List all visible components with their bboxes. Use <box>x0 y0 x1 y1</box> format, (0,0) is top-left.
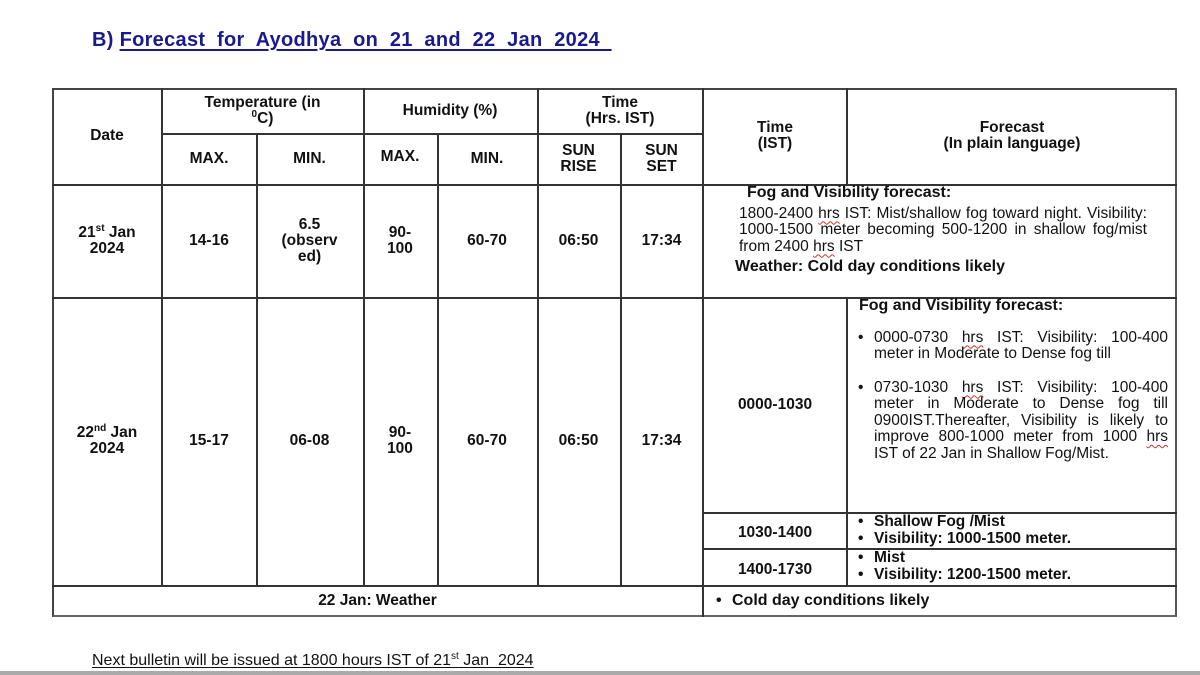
bullet-text-a: 0730-1030 <box>874 378 962 396</box>
period1-time <box>703 297 847 512</box>
header-sunrise <box>537 134 620 184</box>
header-date <box>52 88 162 184</box>
period3-forecast <box>856 549 1174 583</box>
row1-date <box>52 184 162 297</box>
period3-bullet-1: • Mist <box>856 549 1174 566</box>
row1-temp-min <box>256 184 363 297</box>
header-hum-min-label: MIN. <box>470 150 504 167</box>
row1-hum-max-line2: 100 <box>387 239 413 257</box>
header-hum-min <box>437 134 537 184</box>
row2-hum-min <box>437 297 537 585</box>
row1-sunrise-value: 06:50 <box>558 231 599 249</box>
period3-time <box>703 548 847 585</box>
header-time-ist <box>703 88 847 184</box>
row2-temp-max-value: 15-17 <box>189 432 229 449</box>
header-temperature <box>162 88 363 134</box>
row1-sunset-value: 17:34 <box>641 231 682 249</box>
title-link-text: Forecast for Ayodhya on 21 and 22 Jan 2024 <box>119 29 612 51</box>
hrs-spellcheck: hrs <box>818 204 840 222</box>
period2-bullet-2: • Visibility: 1000-1500 meter. <box>856 531 1174 548</box>
date-day: 21 <box>78 223 96 241</box>
footer-sup: st <box>451 651 459 662</box>
row2-date-year: 2024 <box>89 440 125 457</box>
row2-hum-max-line2: 100 <box>387 440 413 457</box>
header-temp-min <box>256 134 363 184</box>
header-temp-max <box>162 134 256 184</box>
row2-hum-min-value: 60-70 <box>467 432 507 449</box>
weather-row-bullet: • Cold day conditions likely <box>714 593 1154 610</box>
period2-time <box>703 512 847 548</box>
bullet-text-a: 0000-0730 <box>874 328 962 346</box>
row2-sunrise <box>537 297 620 585</box>
row1-hum-max-line1: 90- <box>388 223 412 241</box>
degree-sup: 0 <box>251 109 258 120</box>
hrs-spellcheck: hrs <box>1146 428 1168 445</box>
header-forecast-line2: (In plain language) <box>943 135 1081 152</box>
header-humidity-label: Humidity (%) <box>402 102 498 119</box>
row2-temp-min-value: 06-08 <box>289 432 330 449</box>
row1-forecast-text <box>735 206 1147 256</box>
period1-time-value: 0000-1030 <box>737 395 813 413</box>
weather-row-value <box>714 593 1154 610</box>
row2-date-line1 <box>77 425 137 441</box>
text-b: IST: Mist/shallow fog toward night. Visibility: 1000-1500 meter becoming 500-1200 in shallow fog/mist from 2400 <box>739 204 1147 255</box>
date-day: 22 <box>76 424 94 441</box>
row2-temp-max <box>162 297 256 585</box>
page-bottom-edge <box>0 671 1200 675</box>
row1-temp-max-value: 14-16 <box>189 231 229 249</box>
date-month: Jan <box>104 223 136 241</box>
header-time-line2: (Hrs. IST) <box>585 110 655 127</box>
header-time-ist-line1: Time <box>757 119 793 136</box>
period1-heading: Fog and Visibility forecast: <box>859 297 1064 314</box>
row1-hum-min-value: 60-70 <box>467 231 507 249</box>
row2-temp-min <box>256 297 363 585</box>
period2-time-value: 1030-1400 <box>737 524 813 541</box>
header-time-hrs <box>537 88 703 134</box>
header-hum-max-label: MAX. <box>380 148 420 165</box>
header-temperature-label: Temperature (in <box>204 94 321 111</box>
row2-date <box>52 297 162 585</box>
header-temperature-unit <box>252 111 274 127</box>
period1-bullet-1 <box>856 330 1168 363</box>
title-prefix: B) <box>92 29 120 51</box>
header-forecast-line1: Forecast <box>979 119 1045 136</box>
header-date-label: Date <box>90 127 124 144</box>
date-sup: nd <box>94 423 107 434</box>
weather-row-label-text: 22 Jan: Weather <box>318 592 437 609</box>
date-month: Jan <box>106 424 138 441</box>
weather-row-label <box>52 585 703 617</box>
row1-temp-min-line2: (observ <box>281 231 338 249</box>
row1-sunrise <box>537 184 620 297</box>
footer-text-b: Jan 2024 <box>458 652 534 669</box>
row1-forecast <box>735 185 1150 276</box>
hrs-spellcheck: hrs <box>813 237 835 255</box>
header-forecast <box>847 88 1177 184</box>
row1-hum-min <box>437 184 537 297</box>
row1-temp-min-line1: 6.5 <box>298 215 321 233</box>
header-sunrise-line2: RISE <box>560 158 597 175</box>
period2-bullet-1: • Shallow Fog /Mist <box>856 514 1174 531</box>
header-temp-min-label: MIN. <box>293 150 326 167</box>
header-time-line1: Time <box>602 94 638 111</box>
row2-sunrise-value: 06:50 <box>558 432 599 449</box>
row1-date-line1 <box>78 222 136 241</box>
bullet-text-b: IST: Visibility: 100-400 meter in Moderate to Dense fog till <box>874 328 1168 362</box>
bullet-text-c: IST of 22 Jan in Shallow Fog/Mist. <box>874 444 1109 462</box>
page-title <box>92 29 612 52</box>
period1-bullet-2 <box>856 380 1168 463</box>
row1-forecast-weather: Weather: Cold day conditions likely <box>735 258 1005 275</box>
row1-sunset <box>620 184 703 297</box>
header-sunrise-line1: SUN <box>562 142 595 159</box>
row2-hum-max <box>363 297 437 585</box>
row1-forecast-heading: Fog and Visibility forecast: <box>747 184 952 201</box>
row1-temp-min-line3: ed) <box>297 247 322 265</box>
period3-bullet-2: • Visibility: 1200-1500 meter. <box>856 566 1174 583</box>
text-a: 1800-2400 <box>739 204 819 222</box>
date-sup: st <box>95 222 105 234</box>
hrs-spellcheck: hrs <box>961 328 984 346</box>
period3-time-value: 1400-1730 <box>737 560 813 578</box>
row2-sunset <box>620 297 703 585</box>
header-sunset-line2: SET <box>646 158 677 175</box>
next-bulletin-note <box>92 652 534 670</box>
row1-date-year: 2024 <box>89 239 125 257</box>
unit-text: C) <box>257 110 274 127</box>
row2-sunset-value: 17:34 <box>641 432 682 449</box>
row1-temp-max <box>162 184 256 297</box>
hrs-spellcheck: hrs <box>961 378 984 396</box>
header-time-ist-line2: (IST) <box>757 135 793 152</box>
footer-text-a: Next bulletin will be issued at 1800 hours IST of 21 <box>92 652 452 669</box>
header-sunset <box>620 134 703 184</box>
text-c: IST <box>834 237 864 255</box>
row2-hum-max-line1: 90- <box>388 424 412 441</box>
header-hum-max <box>363 134 437 184</box>
period2-forecast <box>856 514 1174 547</box>
period1-forecast <box>856 298 1168 462</box>
row1-hum-max <box>363 184 437 297</box>
bullet-text-b: IST: Visibility: 100-400 meter in Moderate to Dense fog till 0900IST.Thereafter, Visibility is likely to improve 800-1000 meter from 1000 <box>874 378 1168 445</box>
header-sunset-line1: SUN <box>645 142 678 159</box>
header-temp-max-label: MAX. <box>189 150 229 167</box>
header-humidity <box>363 88 537 134</box>
